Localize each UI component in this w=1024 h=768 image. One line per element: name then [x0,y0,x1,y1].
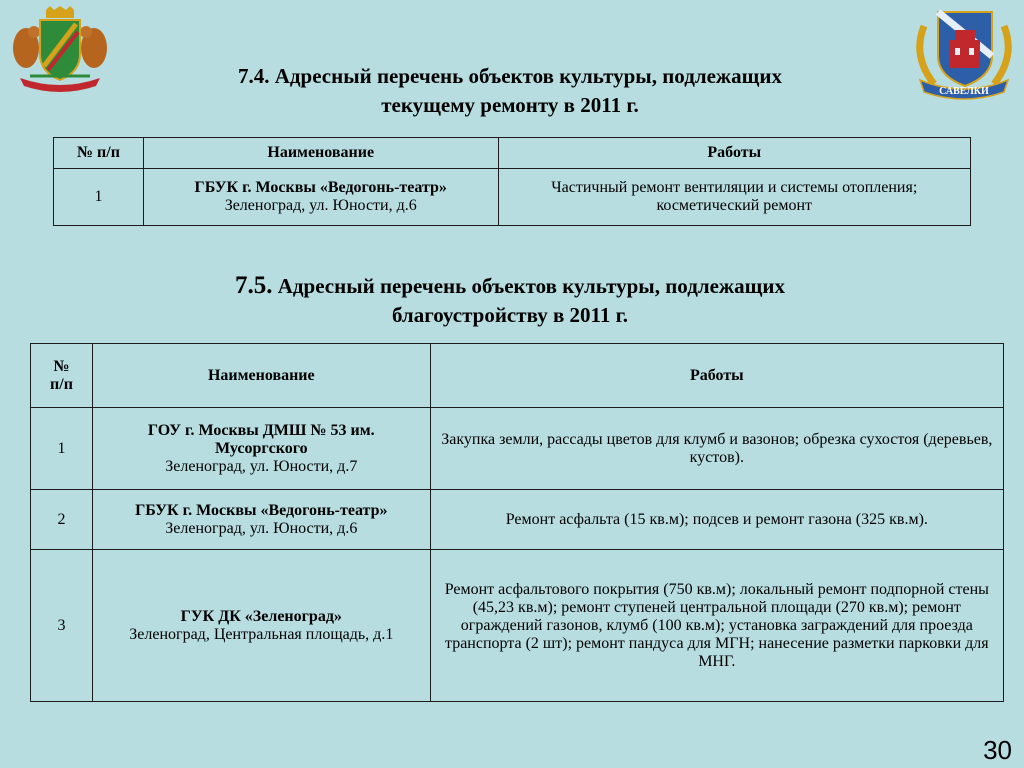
section-7-4-title-line1: 7.4. Адресный перечень объектов культуры, подлежащих [238,64,782,88]
header-works: Работы [498,138,970,169]
table-row [54,169,971,226]
section-7-4-title-line2: текущему ремонту в 2011 г. [381,93,639,117]
improvement-objects-table [30,343,1004,702]
section-7-5-title [150,271,870,330]
org-name: ГБУК г. Москвы «Ведогонь-театр» [135,501,388,519]
zelenograd-coat-of-arms-icon [10,6,110,92]
header-name: Наименование [92,344,430,408]
row-works: Закупка земли, рассады цветов для клумб и вазонов; обрезка сухостоя (деревьев, кустов). [430,408,1003,490]
section-7-4-title [150,62,870,120]
org-address: Зеленоград, ул. Юности, д.7 [165,457,358,475]
org-address: Зеленоград, Центральная площадь, д.1 [129,625,394,643]
org-address: Зеленоград, ул. Юности, д.6 [165,519,358,537]
header-name: Наименование [143,138,498,169]
org-name: ГУК ДК «Зеленоград» [180,607,342,625]
header-works: Работы [430,344,1003,408]
table-row [31,408,1004,490]
org-name: ГБУК г. Москвы «Ведогонь-театр» [194,179,447,196]
page-number: 30 [983,735,1012,765]
section-7-5-title-line1: Адресный перечень объектов культуры, подлежащих [272,274,785,298]
header-num-line1: № [53,357,70,375]
row-name [92,550,430,702]
org-address: Зеленоград, ул. Юности, д.6 [224,197,417,214]
header-num-line2: п/п [50,375,73,393]
row-works: Ремонт асфальтового покрытия (750 кв.м); локальный ремонт подпорной стены (45,23 кв.м); ремонт ступеней центральной площади (270 кв.м); ремонт ограждений газонов, клумб (100 кв.м); установка заграждений для проезда транспорта (2 шт); ремонт пандуса для МГН; нанесение разметки парковки для МНГ. [430,550,1003,702]
savelki-coat-of-arms-icon [912,6,1016,102]
org-name-line2: Мусоргского [214,439,308,457]
row-num: 1 [54,169,144,226]
row-name [143,169,498,226]
row-num: 3 [31,550,93,702]
svg-text:САВЕЛКИ: САВЕЛКИ [939,86,989,97]
row-name [92,408,430,490]
row-num: 2 [31,490,93,550]
section-7-5-number: 7.5. [235,272,273,299]
row-name [92,490,430,550]
header-num: № п/п [54,138,144,169]
header-num [31,344,93,408]
repair-objects-table [53,137,971,226]
row-num: 1 [31,408,93,490]
table-header-row [31,344,1004,408]
table-row [31,490,1004,550]
org-name-line1: ГОУ г. Москвы ДМШ № 53 им. [147,421,375,439]
table-header-row [54,138,971,169]
row-works: Частичный ремонт вентиляции и системы отопления; косметический ремонт [498,169,970,226]
section-7-5-title-line2: благоустройству в 2011 г. [391,303,629,327]
row-works: Ремонт асфальта (15 кв.м); подсев и ремонт газона (325 кв.м). [430,490,1003,550]
table-row [31,550,1004,702]
